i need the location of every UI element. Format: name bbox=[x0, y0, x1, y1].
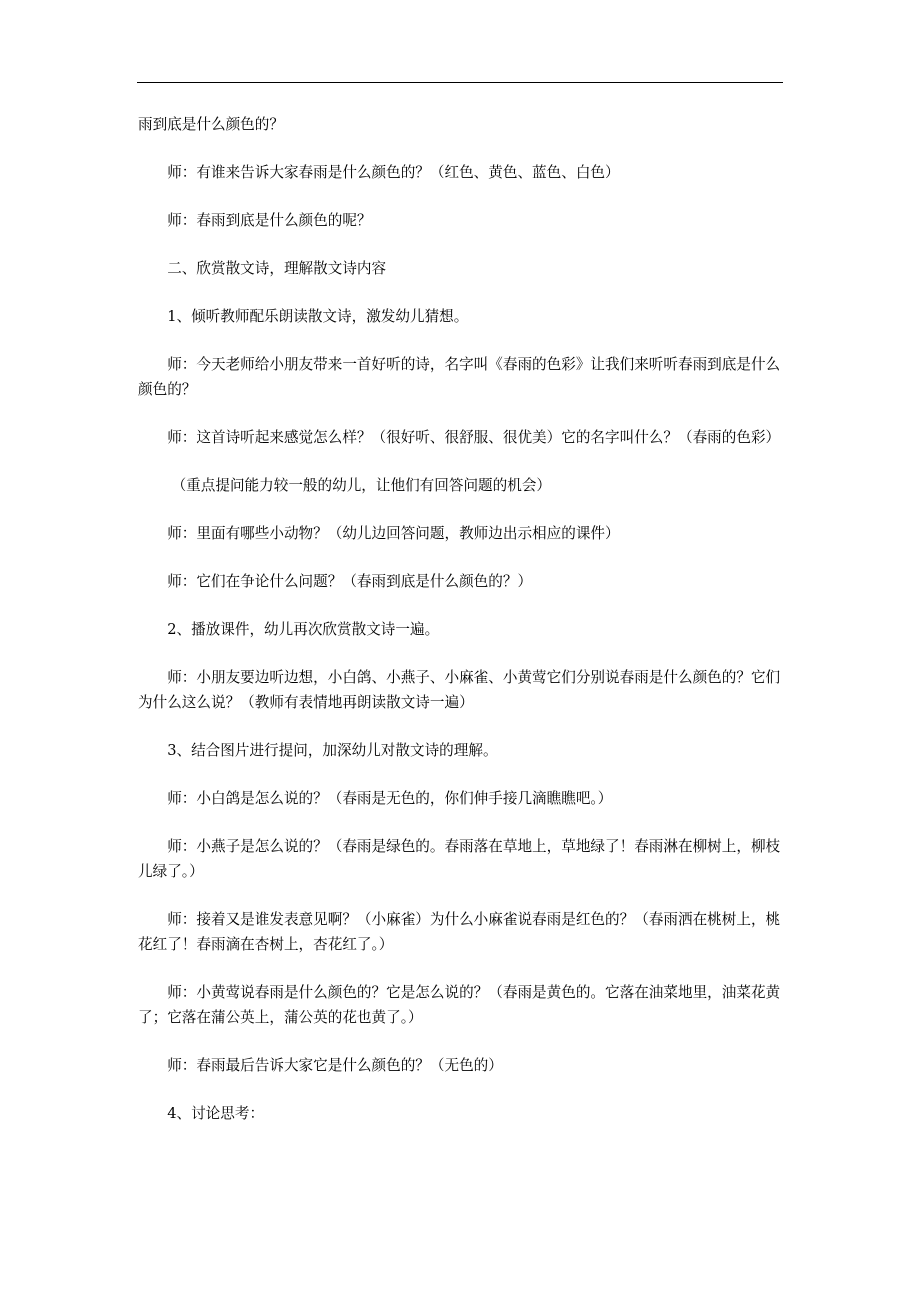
paragraph-1: 雨到底是什么颜色的？ bbox=[138, 116, 284, 133]
step-heading-2: 2、播放课件，幼儿再次欣赏散文诗一遍。 bbox=[167, 621, 440, 638]
paragraph-16: 师：接着又是谁发表意见啊？（小麻雀）为什么小麻雀说春雨是红色的？（春雨洒在桃树上，桃花红了！春雨滴在杏树上，杏花红了。） bbox=[138, 911, 781, 953]
header-rule bbox=[137, 82, 783, 83]
paragraph-7: 师：这首诗听起来感觉怎么样？（很好听、很舒服、很优美）它的名字叫什么？（春雨的色彩） bbox=[167, 429, 781, 446]
step-heading-3: 3、结合图片进行提问，加深幼儿对散文诗的理解。 bbox=[167, 742, 498, 759]
step-heading-4: 4、讨论思考： bbox=[167, 1105, 265, 1122]
section-heading-2: 二、欣赏散文诗，理解散文诗内容 bbox=[167, 260, 387, 277]
paragraph-8: （重点提问能力较一般的幼儿，让他们有回答问题的机会） bbox=[171, 477, 552, 494]
paragraph-2: 师：有谁来告诉大家春雨是什么颜色的？（红色、黄色、蓝色、白色） bbox=[167, 164, 620, 181]
document-body bbox=[138, 112, 784, 1149]
paragraph-10: 师：它们在争论什么问题？（春雨到底是什么颜色的？） bbox=[167, 573, 533, 590]
step-heading-1: 1、倾听教师配乐朗读散文诗，激发幼儿猜想。 bbox=[167, 308, 469, 325]
paragraph-15: 师：小燕子是怎么说的？（春雨是绿色的。春雨落在草地上，草地绿了！春雨淋在柳树上，柳枝儿绿了。） bbox=[138, 838, 781, 880]
paragraph-12: 师：小朋友要边听边想，小白鸽、小燕子、小麻雀、小黄莺它们分别说春雨是什么颜色的？它们为什么这么说？（教师有表情地再朗读散文诗一遍） bbox=[138, 669, 781, 711]
paragraph-9: 师：里面有哪些小动物？（幼儿边回答问题，教师边出示相应的课件） bbox=[167, 525, 620, 542]
paragraph-14: 师：小白鸽是怎么说的？（春雨是无色的，你们伸手接几滴瞧瞧吧。） bbox=[167, 790, 613, 807]
paragraph-6: 师：今天老师给小朋友带来一首好听的诗，名字叫《春雨的色彩》让我们来听听春雨到底是什么颜色的？ bbox=[138, 356, 781, 398]
paragraph-17: 师：小黄莺说春雨是什么颜色的？它是怎么说的？（春雨是黄色的。它落在油菜地里，油菜花黄了；它落在蒲公英上，蒲公英的花也黄了。） bbox=[138, 984, 781, 1026]
paragraph-3: 师：春雨到底是什么颜色的呢？ bbox=[167, 212, 372, 229]
paragraph-18: 师：春雨最后告诉大家它是什么颜色的？（无色的） bbox=[167, 1057, 503, 1074]
